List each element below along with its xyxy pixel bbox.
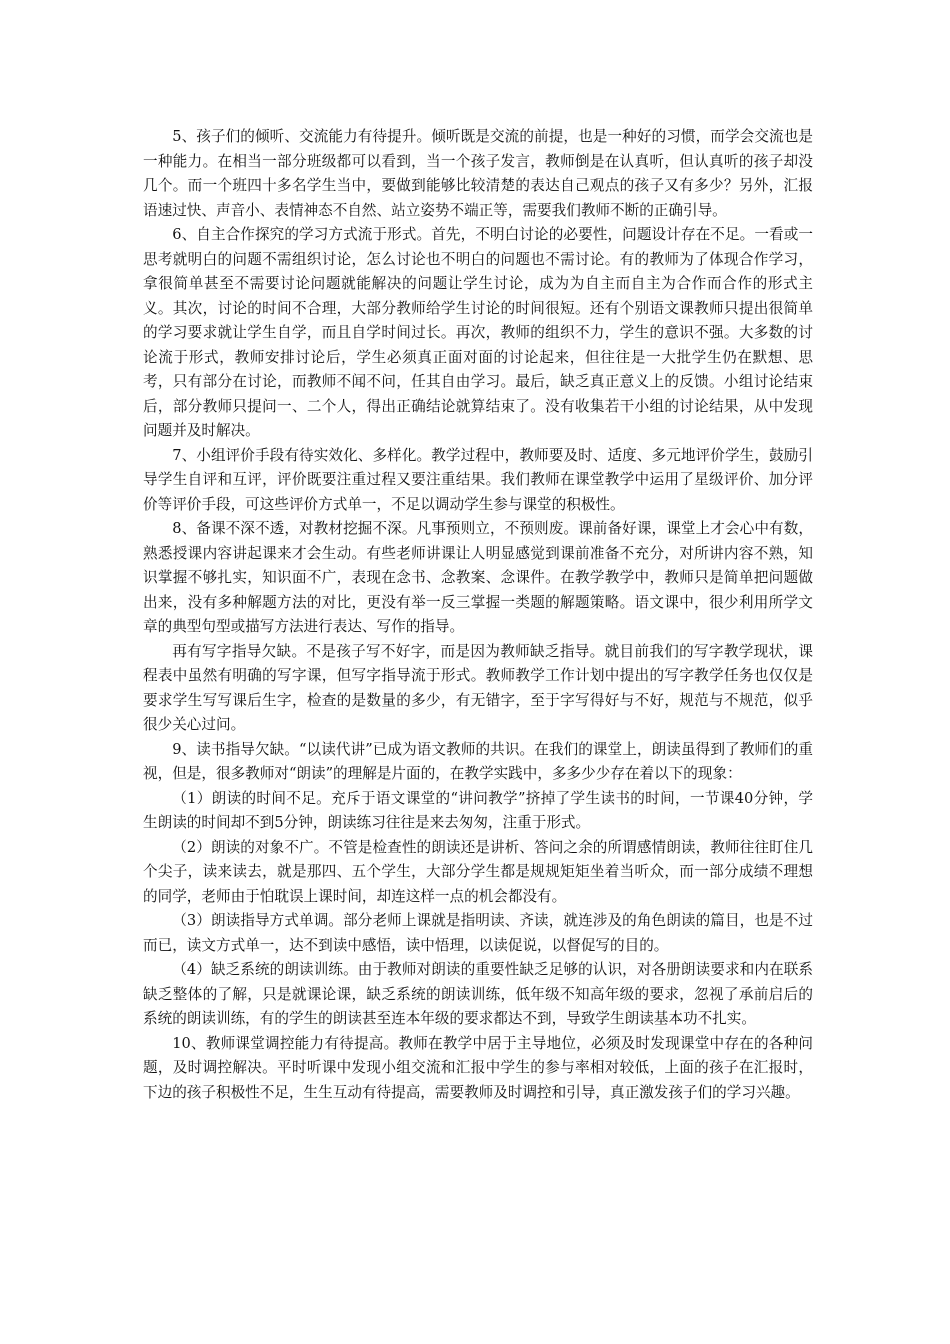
paragraph-9-item-4: （4）缺乏系统的朗读训练。由于教师对朗读的重要性缺乏足够的认识，对各册朗读要求和内在联系缺乏整体的了解，只是就课论课，缺乏系统的朗读训练，低年级不知高年级的要求，忽视了承前启后的系统的朗读训练，有的学生的朗读甚至连本年级的要求都达不到，导致学生朗读基本功不扎实。 [143, 961, 813, 1027]
paragraph-9-item-3: （3）朗读指导方式单调。部分老师上课就是指明读、齐读，就连涉及的角色朗读的篇目，也是不过而已，读文方式单一，达不到读中感悟，读中悟理，以读促说，以督促写的目的。 [143, 912, 813, 954]
paragraph-5: 5、孩子们的倾听、交流能力有待提升。倾听既是交流的前提，也是一种好的习惯，而学会交流也是一种能力。在相当一部分班级都可以看到，当一个孩子发言，教师倒是在认真听，但认真听的孩子却没几个。而一个班四十多名学生当中，要做到能够比较清楚的表达自己观点的孩子又有多少？另外，汇报语速过快、声音小、表情神态不自然、站立姿势不端正等，需要我们教师不断的正确引导。 [143, 128, 813, 219]
paragraph-9-item-1: （1）朗读的时间不足。充斥于语文课堂的“讲问教学”挤掉了学生读书的时间，一节课40分钟，学生朗读的时间却不到5分钟，朗读练习往往是来去匆匆，注重于形式。 [143, 789, 813, 831]
paragraph-9: 9、读书指导欠缺。“以读代讲”已成为语文教师的共识。在我们的课堂上，朗读虽得到了教师们的重视，但是，很多教师对“朗读”的理解是片面的，在教学实践中，多多少少存在着以下的现象： [143, 740, 813, 782]
paragraph-9-item-2: （2）朗读的对象不广。不管是检查性的朗读还是讲析、答问之余的所谓感情朗读，教师往往盯住几个尖子，读来读去，就是那四、五个学生，大部分学生都是规规矩矩坐着当听众，而一部分成绩不理想的同学，老师由于怕耽误上课时间，却连这样一点的机会都没有。 [143, 838, 813, 905]
paragraph-6: 6、自主合作探究的学习方式流于形式。首先，不明白讨论的必要性，问题设计存在不足。一看或一思考就明白的问题不需组织讨论，怎么讨论也不明白的问题也不需讨论。有的教师为了体现合作学习，拿很简单甚至不需要讨论问题就能解决的问题让学生讨论，成为为自主而自主为合作而合作的形式主义。其次，讨论的时间不合理，大部分教师给学生讨论的时间很短。还有个别语文课教师只提出很简单的学习要求就让学生自学，而且自学时间过长。再次，教师的组织不力，学生的意识不强。大多数的讨论流于形式，教师安排讨论后，学生必须真正面对面的讨论起来，但往往是一大批学生仍在默想、思考，只有部分在讨论，而教师不闻不问，任其自由学习。最后，缺乏真正意义上的反馈。小组讨论结束后，部分教师只提问一、二个人，得出正确结论就算结束了。没有收集若干小组的讨论结果，从中发现问题并及时解决。 [143, 226, 813, 439]
paragraph-7: 7、小组评价手段有待实效化、多样化。教学过程中，教师要及时、适度、多元地评价学生，鼓励引导学生自评和互评，评价既要注重过程又要注重结果。我们教师在课堂教学中运用了星级评价、加分评价等评价手段，可这些评价方式单一，不足以调动学生参与课堂的积极性。 [143, 446, 813, 513]
paragraph-10: 10、教师课堂调控能力有待提高。教师在教学中居于主导地位，必须及时发现课堂中存在的各种问题，及时调控解决。平时听课中发现小组交流和汇报中学生的参与率相对较低，上面的孩子在汇报时，下边的孩子积极性不足，生生互动有待提高，需要教师及时调控和引导，真正激发孩子们的学习兴趣。 [143, 1034, 813, 1101]
paragraph-8: 8、备课不深不透，对教材挖掘不深。凡事预则立，不预则废。课前备好课，课堂上才会心中有数，熟悉授课内容讲起课来才会生动。有些老师讲课让人明显感觉到课前准备不充分，对所讲内容不熟，知识掌握不够扎实，知识面不广，表现在念书、念教案、念课件。在教学教学中，教师只是简单把问题做出来，没有多种解题方法的对比，更没有举一反三掌握一类题的解题策略。语文课中，很少利用所学文章的典型句型或描写方法进行表达、写作的指导。 [143, 520, 813, 635]
paragraph-writing-guidance: 再有写字指导欠缺。不是孩子写不好字，而是因为教师缺乏指导。就目前我们的写字教学现状，课程表中虽然有明确的写字课，但写字指导流于形式。教师教学工作计划中提出的写字教学任务也仅仅是要求学生写写课后生字，检查的是数量的多少，有无错字，至于字写得好与不好，规范与不规范，似乎很少关心过问。 [143, 642, 813, 733]
document-body [143, 125, 813, 1105]
